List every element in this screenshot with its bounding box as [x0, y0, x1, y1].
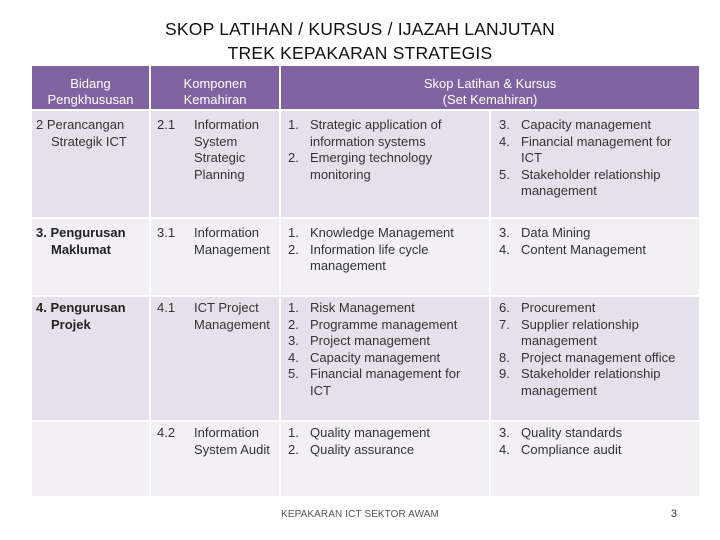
footer-text: KEPAKARAN ICT SEKTOR AWAM: [281, 509, 439, 520]
list-item: 5. Stakeholder relationship management: [499, 166, 661, 199]
title-line-2: TREK KEPAKARAN STRATEGIS: [227, 43, 493, 63]
list-item: 6. Procurement: [499, 300, 596, 315]
list-item: 4. Capacity management: [288, 349, 441, 365]
row2-component: 3.1 Information Management: [151, 219, 279, 295]
row2-skills-right: [491, 219, 699, 295]
list-item: 5. Financial management for ICT: [288, 366, 461, 398]
list-item: 4. Compliance audit: [499, 441, 622, 457]
header-bidang: Bidang Pengkhususan: [32, 66, 149, 109]
row2-area: 3. Pengurusan Maklumat: [32, 219, 149, 295]
list-item: 8. Project management office: [499, 349, 676, 365]
list-item: 1. Knowledge Management: [288, 225, 454, 240]
row3-area: 4. Pengurusan Projek: [32, 297, 149, 420]
list-item: 2. Information life cycle management: [288, 241, 429, 274]
row4-skills-left: [281, 422, 489, 496]
row1-area: 2 Perancangan Strategik ICT: [32, 111, 149, 217]
row4-area: [32, 422, 149, 496]
list-item: 7. Supplier relationship management: [499, 316, 639, 349]
row3-component: 4.1 ICT Project Management: [151, 297, 279, 420]
list-item: 2. Emerging technology monitoring: [288, 150, 433, 182]
training-scope-table: [32, 66, 699, 496]
row3-skills-left: [281, 297, 489, 420]
row1-skills-left: [281, 111, 489, 217]
row4-skills-right: [491, 422, 699, 496]
list-item: 4. Content Management: [499, 241, 647, 257]
row4-component: 4.2 Information System Audit: [151, 422, 279, 496]
list-item: 9. Stakeholder relationship management: [499, 366, 661, 398]
row3-skills-right: [491, 297, 699, 420]
list-item: 2. Programme management: [288, 316, 458, 332]
list-item: 2. Quality assurance: [288, 441, 415, 457]
slide-title: [0, 17, 720, 65]
row1-skills-right: [491, 111, 699, 217]
list-item: 3. Quality standards: [499, 425, 623, 440]
header-komponen: Komponen Kemahiran: [151, 66, 279, 109]
list-item: 3. Project management: [288, 333, 430, 349]
list-item: 3. Capacity management: [499, 117, 652, 132]
list-item: 1. Strategic application of information systems: [288, 117, 442, 149]
list-item: 3. Data Mining: [499, 225, 591, 240]
title-line-1: SKOP LATIHAN / KURSUS / IJAZAH LANJUTAN: [165, 19, 555, 39]
header-skop: Skop Latihan & Kursus (Set Kemahiran): [281, 66, 699, 109]
row2-skills-left: [281, 219, 489, 295]
row1-component: 2.1 Information System Strategic Planning: [151, 111, 279, 217]
page-number: 3: [670, 508, 677, 520]
list-item: 1. Quality management: [288, 425, 430, 440]
list-item: 4. Financial management for ICT: [499, 133, 672, 166]
list-item: 1. Risk Management: [288, 300, 415, 315]
